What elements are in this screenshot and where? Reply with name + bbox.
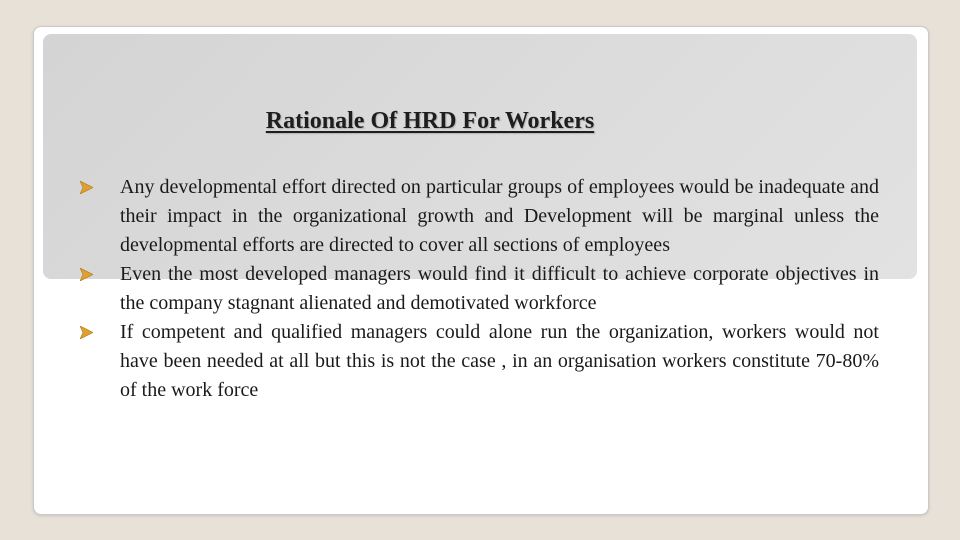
bullet-text: If competent and qualified managers could alone run the organization, workers would not have been needed at all but this is not the case , in an organisation workers constitute 70-80% of the work force	[120, 321, 879, 401]
arrow-bullet-icon	[80, 318, 100, 347]
bullet-item	[80, 173, 879, 260]
bullet-item	[80, 318, 879, 405]
bullet-text: Any developmental effort directed on particular groups of employees would be inadequate and their impact in the organizational growth and Development will be marginal unless the developmental efforts are directed to cover all sections of employees	[120, 176, 879, 256]
arrow-bullet-icon	[80, 260, 100, 289]
bullet-text: Even the most developed managers would find it difficult to achieve corporate objectives in the company stagnant alienated and demotivated workforce	[120, 263, 879, 314]
bullet-list	[80, 173, 879, 405]
arrow-bullet-icon	[80, 173, 100, 202]
bullet-item	[80, 260, 879, 318]
slide-title: Rationale Of HRD For Workers	[265, 108, 595, 134]
